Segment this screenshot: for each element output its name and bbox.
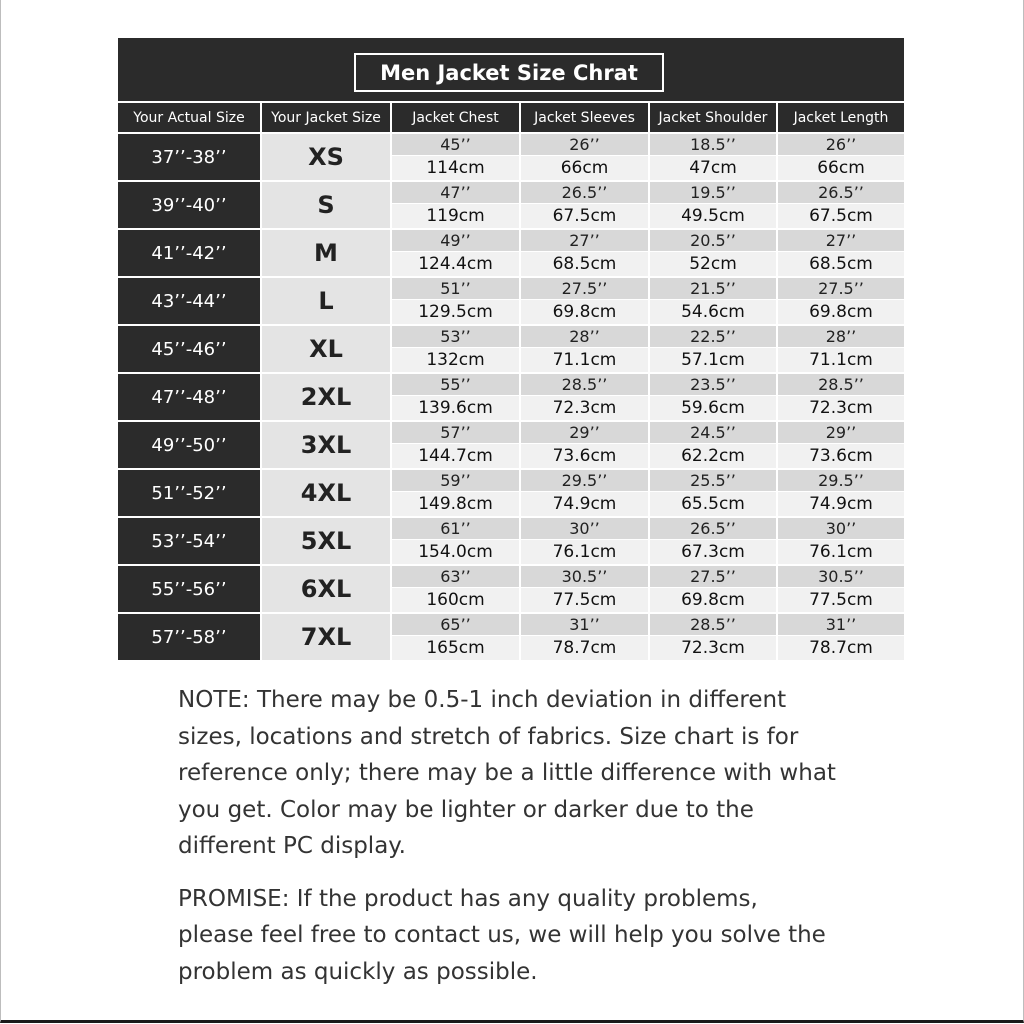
actual-size-cell: 47’’-48’’ <box>118 374 260 420</box>
chest-cell <box>392 230 519 276</box>
chest-inch-value: 59’’ <box>392 470 519 491</box>
shoulder-cm-value: 54.6cm <box>650 300 776 324</box>
table-row <box>118 518 904 564</box>
header-jacket-sleeves: Jacket Sleeves <box>521 103 648 132</box>
chest-cm-value: 165cm <box>392 636 519 660</box>
shoulder-cm-value: 67.3cm <box>650 540 776 564</box>
shoulder-cm-value: 65.5cm <box>650 492 776 516</box>
chest-inch-value: 57’’ <box>392 422 519 443</box>
chest-cell <box>392 326 519 372</box>
length-cm-value: 76.1cm <box>778 540 904 564</box>
length-inch-value: 29.5’’ <box>778 470 904 491</box>
length-inch-value: 28’’ <box>778 326 904 347</box>
length-cell <box>778 278 904 324</box>
header-actual-size: Your Actual Size <box>118 103 260 132</box>
chest-cell <box>392 182 519 228</box>
actual-size-cell: 57’’-58’’ <box>118 614 260 660</box>
size-chart <box>118 38 904 660</box>
sleeves-inch-value: 31’’ <box>521 614 648 635</box>
length-cm-value: 74.9cm <box>778 492 904 516</box>
actual-size-cell: 41’’-42’’ <box>118 230 260 276</box>
table-row <box>118 182 904 228</box>
chest-inch-value: 65’’ <box>392 614 519 635</box>
length-cell <box>778 566 904 612</box>
sleeves-inch-value: 26’’ <box>521 134 648 155</box>
notes-section <box>178 682 838 990</box>
length-inch-value: 30.5’’ <box>778 566 904 587</box>
shoulder-cell <box>650 278 776 324</box>
header-jacket-size: Your Jacket Size <box>262 103 390 132</box>
chest-cell <box>392 278 519 324</box>
table-row <box>118 230 904 276</box>
sleeves-inch-value: 30.5’’ <box>521 566 648 587</box>
table-row <box>118 614 904 660</box>
sleeves-cell <box>521 422 648 468</box>
sleeves-inch-value: 29.5’’ <box>521 470 648 491</box>
shoulder-inch-value: 22.5’’ <box>650 326 776 347</box>
note-text: NOTE: There may be 0.5-1 inch deviation in different sizes, locations and stretch of fabrics. Size chart is for reference only; there may be a little difference with what you get. Color may be lighter or darker due to the different PC display. <box>178 687 836 859</box>
shoulder-cell <box>650 374 776 420</box>
sleeves-cm-value: 68.5cm <box>521 252 648 276</box>
length-cell <box>778 470 904 516</box>
length-cm-value: 72.3cm <box>778 396 904 420</box>
table-row <box>118 566 904 612</box>
shoulder-cell <box>650 470 776 516</box>
sleeves-cell <box>521 134 648 180</box>
chest-inch-value: 45’’ <box>392 134 519 155</box>
length-cell <box>778 518 904 564</box>
sleeves-cm-value: 72.3cm <box>521 396 648 420</box>
jacket-size-cell: 7XL <box>262 614 390 660</box>
shoulder-cm-value: 62.2cm <box>650 444 776 468</box>
chest-cell <box>392 614 519 660</box>
shoulder-inch-value: 18.5’’ <box>650 134 776 155</box>
chest-cell <box>392 470 519 516</box>
shoulder-cell <box>650 326 776 372</box>
shoulder-cm-value: 47cm <box>650 156 776 180</box>
sleeves-inch-value: 27.5’’ <box>521 278 648 299</box>
jacket-size-cell: XS <box>262 134 390 180</box>
chest-inch-value: 49’’ <box>392 230 519 251</box>
chest-cell <box>392 518 519 564</box>
chest-inch-value: 63’’ <box>392 566 519 587</box>
jacket-size-cell: 2XL <box>262 374 390 420</box>
sleeves-inch-value: 27’’ <box>521 230 648 251</box>
shoulder-cm-value: 52cm <box>650 252 776 276</box>
chest-cm-value: 144.7cm <box>392 444 519 468</box>
shoulder-inch-value: 19.5’’ <box>650 182 776 203</box>
chest-cell <box>392 134 519 180</box>
length-inch-value: 28.5’’ <box>778 374 904 395</box>
title-bar <box>118 38 904 101</box>
sleeves-cm-value: 77.5cm <box>521 588 648 612</box>
table-row <box>118 326 904 372</box>
actual-size-cell: 51’’-52’’ <box>118 470 260 516</box>
chest-cm-value: 149.8cm <box>392 492 519 516</box>
sleeves-cell <box>521 182 648 228</box>
shoulder-inch-value: 20.5’’ <box>650 230 776 251</box>
jacket-size-cell: 6XL <box>262 566 390 612</box>
shoulder-inch-value: 21.5’’ <box>650 278 776 299</box>
sleeves-cell <box>521 614 648 660</box>
length-cell <box>778 230 904 276</box>
chest-inch-value: 47’’ <box>392 182 519 203</box>
jacket-size-cell: S <box>262 182 390 228</box>
table-row <box>118 374 904 420</box>
actual-size-cell: 55’’-56’’ <box>118 566 260 612</box>
chest-cm-value: 129.5cm <box>392 300 519 324</box>
sleeves-inch-value: 29’’ <box>521 422 648 443</box>
jacket-size-cell: L <box>262 278 390 324</box>
sleeves-cm-value: 73.6cm <box>521 444 648 468</box>
length-inch-value: 31’’ <box>778 614 904 635</box>
sleeves-cm-value: 71.1cm <box>521 348 648 372</box>
length-cell <box>778 134 904 180</box>
length-cell <box>778 422 904 468</box>
table-row <box>118 422 904 468</box>
sleeves-cm-value: 78.7cm <box>521 636 648 660</box>
shoulder-inch-value: 23.5’’ <box>650 374 776 395</box>
chest-cell <box>392 374 519 420</box>
sleeves-cell <box>521 230 648 276</box>
sleeves-cell <box>521 374 648 420</box>
shoulder-cm-value: 49.5cm <box>650 204 776 228</box>
shoulder-inch-value: 28.5’’ <box>650 614 776 635</box>
shoulder-cell <box>650 566 776 612</box>
sleeves-cell <box>521 518 648 564</box>
shoulder-cm-value: 59.6cm <box>650 396 776 420</box>
chart-title: Men Jacket Size Chrat <box>354 53 664 92</box>
chest-cm-value: 154.0cm <box>392 540 519 564</box>
chest-inch-value: 51’’ <box>392 278 519 299</box>
table-body <box>118 134 904 660</box>
promise-text: PROMISE: If the product has any quality problems, please feel free to contact us, we will help you solve the problem as quickly as possible. <box>178 885 826 985</box>
length-cm-value: 67.5cm <box>778 204 904 228</box>
length-cm-value: 69.8cm <box>778 300 904 324</box>
sleeves-cell <box>521 470 648 516</box>
shoulder-cm-value: 69.8cm <box>650 588 776 612</box>
length-cm-value: 73.6cm <box>778 444 904 468</box>
length-cm-value: 71.1cm <box>778 348 904 372</box>
actual-size-cell: 53’’-54’’ <box>118 518 260 564</box>
length-inch-value: 26.5’’ <box>778 182 904 203</box>
sleeves-inch-value: 28.5’’ <box>521 374 648 395</box>
header-jacket-shoulder: Jacket Shoulder <box>650 103 776 132</box>
chest-cm-value: 114cm <box>392 156 519 180</box>
shoulder-cell <box>650 182 776 228</box>
shoulder-inch-value: 26.5’’ <box>650 518 776 539</box>
length-cell <box>778 374 904 420</box>
chest-inch-value: 61’’ <box>392 518 519 539</box>
length-inch-value: 27’’ <box>778 230 904 251</box>
sleeves-cell <box>521 566 648 612</box>
chest-cm-value: 160cm <box>392 588 519 612</box>
sleeves-cm-value: 76.1cm <box>521 540 648 564</box>
sleeves-cm-value: 74.9cm <box>521 492 648 516</box>
jacket-size-cell: 4XL <box>262 470 390 516</box>
actual-size-cell: 43’’-44’’ <box>118 278 260 324</box>
shoulder-inch-value: 27.5’’ <box>650 566 776 587</box>
header-row <box>118 103 904 132</box>
length-inch-value: 30’’ <box>778 518 904 539</box>
actual-size-cell: 37’’-38’’ <box>118 134 260 180</box>
actual-size-cell: 45’’-46’’ <box>118 326 260 372</box>
length-inch-value: 27.5’’ <box>778 278 904 299</box>
shoulder-cell <box>650 518 776 564</box>
jacket-size-cell: XL <box>262 326 390 372</box>
sleeves-cm-value: 69.8cm <box>521 300 648 324</box>
sleeves-cm-value: 66cm <box>521 156 648 180</box>
table-row <box>118 470 904 516</box>
sleeves-inch-value: 30’’ <box>521 518 648 539</box>
length-inch-value: 29’’ <box>778 422 904 443</box>
sleeves-cell <box>521 326 648 372</box>
sleeves-inch-value: 28’’ <box>521 326 648 347</box>
length-cell <box>778 326 904 372</box>
length-cell <box>778 182 904 228</box>
chest-cm-value: 119cm <box>392 204 519 228</box>
shoulder-cm-value: 57.1cm <box>650 348 776 372</box>
length-cm-value: 78.7cm <box>778 636 904 660</box>
header-jacket-length: Jacket Length <box>778 103 904 132</box>
length-inch-value: 26’’ <box>778 134 904 155</box>
chest-cell <box>392 566 519 612</box>
jacket-size-cell: M <box>262 230 390 276</box>
chest-cell <box>392 422 519 468</box>
table-row <box>118 278 904 324</box>
shoulder-cell <box>650 614 776 660</box>
chest-inch-value: 55’’ <box>392 374 519 395</box>
table-row <box>118 134 904 180</box>
jacket-size-cell: 3XL <box>262 422 390 468</box>
length-cm-value: 77.5cm <box>778 588 904 612</box>
header-jacket-chest: Jacket Chest <box>392 103 519 132</box>
length-cell <box>778 614 904 660</box>
chest-inch-value: 53’’ <box>392 326 519 347</box>
shoulder-cell <box>650 134 776 180</box>
actual-size-cell: 39’’-40’’ <box>118 182 260 228</box>
shoulder-inch-value: 24.5’’ <box>650 422 776 443</box>
actual-size-cell: 49’’-50’’ <box>118 422 260 468</box>
shoulder-cell <box>650 422 776 468</box>
shoulder-cm-value: 72.3cm <box>650 636 776 660</box>
length-cm-value: 68.5cm <box>778 252 904 276</box>
chest-cm-value: 139.6cm <box>392 396 519 420</box>
jacket-size-cell: 5XL <box>262 518 390 564</box>
chest-cm-value: 132cm <box>392 348 519 372</box>
shoulder-cell <box>650 230 776 276</box>
shoulder-inch-value: 25.5’’ <box>650 470 776 491</box>
length-cm-value: 66cm <box>778 156 904 180</box>
sleeves-cell <box>521 278 648 324</box>
sleeves-inch-value: 26.5’’ <box>521 182 648 203</box>
sleeves-cm-value: 67.5cm <box>521 204 648 228</box>
chest-cm-value: 124.4cm <box>392 252 519 276</box>
